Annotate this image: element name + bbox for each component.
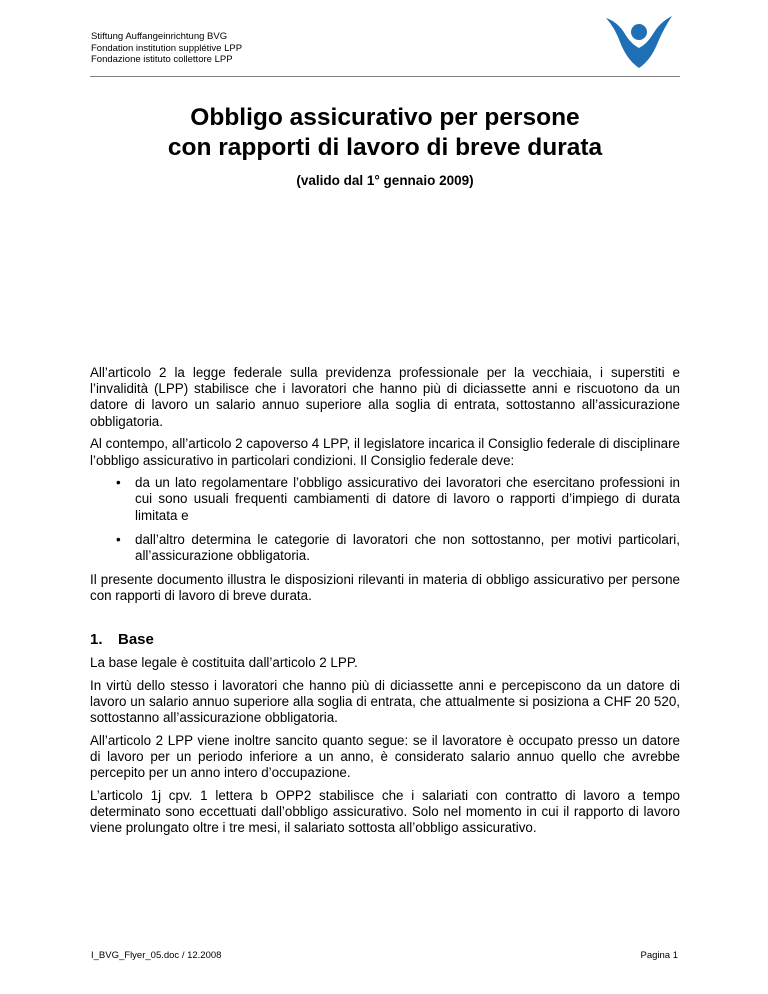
bullet-icon: • [116, 531, 121, 547]
bullet-list [90, 475, 680, 564]
section-title: Base [118, 630, 154, 648]
title-line-2: con rapporti di lavoro di breve durata [167, 134, 603, 161]
header-divider [90, 76, 680, 77]
intro-paragraph-2: Al contempo, all’articolo 2 capoverso 4 LPP, il legislatore incarica il Consiglio federale di disciplinare l’obbligo assicurativo in particolari condizioni. Il Consiglio federale deve: [90, 436, 680, 468]
section-1-paragraph-3: All’articolo 2 LPP viene inoltre sancito quanto segue: se il lavoratore è occupato presso un datore di lavoro per un periodo inferiore a un anno, è considerato salario annuo quello che avrebbe percepito per un anno intero d’occupazione. [90, 732, 680, 781]
bullet-text-2: dall’altro determina le categorie di lavoratori che non sottostanno, per motivi particolari, all’assicurazione obbligatoria. [135, 531, 680, 564]
validity-subtitle: (valido dal 1° gennaio 2009) [296, 173, 474, 188]
bullet-item-2 [90, 532, 680, 564]
org-name-it: Fondazione istituto collettore LPP [91, 54, 233, 65]
bullet-item-1 [90, 475, 680, 524]
section-heading-1 [90, 632, 680, 648]
organization-names [91, 31, 242, 66]
section-1-paragraph-2: In virtù dello stesso i lavoratori che hanno più di diciassette anni e percepiscono da un datore di lavoro un salario annuo superiore alla soglia di entrata, che attualmente si posiziona a CHF 20 520, sottostanno all’assicurazione obbligatoria. [90, 677, 680, 725]
title-line-1: Obbligo assicurativo per persone [190, 104, 580, 131]
logo-icon [604, 12, 674, 70]
intro-paragraph-1: All’articolo 2 la legge federale sulla previdenza professionale per la vecchiaia, i superstiti e l’invalidità (LPP) stabilisce che i lavoratori che hanno più di diciassette anni e riscuotono da un datore di lavoro un salario annuo superiore alla soglia di entrata, sottostanno all’assicurazione obbligatoria. [90, 365, 680, 429]
intro-paragraph-3: Il presente documento illustra le disposizioni rilevanti in materia di obbligo assicurativo per persone con rapporti di lavoro di breve durata. [90, 572, 680, 604]
document-body [90, 365, 680, 843]
section-1-paragraph-4: L’articolo 1j cpv. 1 lettera b OPP2 stabilisce che i salariati con contratto di lavoro a tempo determinato sono eccettuati dall’obbligo assicurativo. Solo nel momento in cui il rapporto di lavoro viene prolungato oltre i tre mesi, il salariato sottosta all’obbligo assicurativo. [90, 787, 680, 836]
bullet-icon: • [116, 475, 121, 491]
org-name-de: Stiftung Auffangeinrichtung BVG [91, 31, 228, 42]
section-number: 1. [90, 630, 103, 648]
org-name-fr: Fondation institution supplétive LPP [91, 42, 243, 54]
section-1-paragraph-1: La base legale è costituita dall’articolo 2 LPP. [90, 654, 358, 670]
bullet-text-1: da un lato regolamentare l’obbligo assicurativo dei lavoratori che esercitano professioni in cui sono usuali frequenti cambiamenti di datore di lavoro o rapporti d’impiego di durata limitata e [135, 475, 680, 523]
page-title [90, 103, 680, 163]
footer-page-number: Pagina 1 [640, 950, 678, 961]
footer-file-reference: I_BVG_Flyer_05.doc / 12.2008 [91, 950, 222, 961]
